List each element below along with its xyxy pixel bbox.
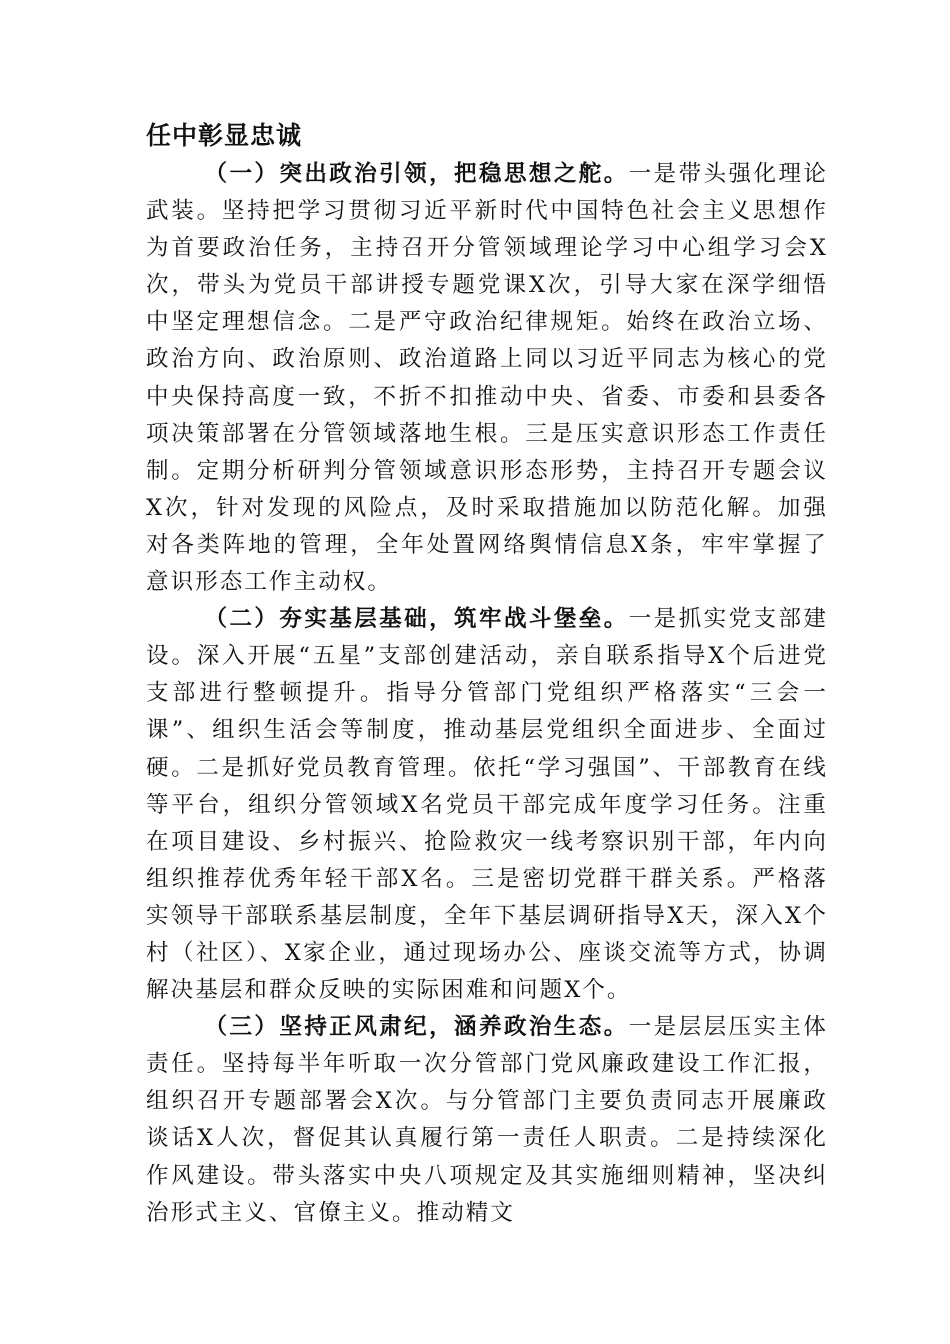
document-body xyxy=(146,116,828,1232)
paragraph-2 xyxy=(146,601,828,1009)
paragraph-1 xyxy=(146,156,828,601)
paragraph-1-lead: （一）突出政治引领，把稳思想之舵。 xyxy=(204,161,629,187)
paragraph-3 xyxy=(146,1009,828,1232)
paragraph-3-body: 一是层层压实主体责任。坚持每半年听取一次分管部门党风廉政建设工作汇报，组织召开专题部署会X次。与分管部门主要负责同志开展廉政谈话X人次，督促其认真履行第一责任人职责。二是持续深化作风建设。带头落实中央八项规定及其实施细则精神，坚决纠治形式主义、官僚主义。推动精文 xyxy=(146,1014,828,1226)
section-heading: 任中彰显忠诚 xyxy=(146,121,303,150)
paragraph-3-lead: （三）坚持正风肃纪，涵养政治生态。 xyxy=(204,1014,629,1041)
paragraph-1-body: 一是带头强化理论武装。坚持把学习贯彻习近平新时代中国特色社会主义思想作为首要政治任务，主持召开分管领域理论学习中心组学习会X次，带头为党员干部讲授专题党课X次，引导大家在深学细悟中坚定理想信念。二是严守政治纪律规矩。始终在政治立场、政治方向、政治原则、政治道路上同以习近平同志为核心的党中央保持高度一致，不折不扣推动中央、省委、市委和县委各项决策部署在分管领域落地生根。三是压实意识形态工作责任制。定期分析研判分管领域意识形态形势，主持召开专题会议X次，针对发现的风险点，及时采取措施加以防范化解。加强对各类阵地的管理，全年处置网络舆情信息X条，牢牢掌握了意识形态工作主动权。 xyxy=(146,161,828,596)
paragraph-2-body: 一是抓实党支部建设。深入开展“五星”支部创建活动，亲自联系指导X个后进党支部进行整顿提升。指导分管部门党组织严格落实“三会一课”、组织生活会等制度，推动基层党组织全面进步、全面过硬。二是抓好党员教育管理。依托“学习强国”、干部教育在线等平台，组织分管领域X名党员干部完成年度学习任务。注重在项目建设、乡村振兴、抢险救灾一线考察识别干部，年内向组织推荐优秀年轻干部X名。三是密切党群干群关系。严格落实领导干部联系基层制度，全年下基层调研指导X天，深入X个村（社区）、X家企业，通过现场办公、座谈交流等方式，协调解决基层和群众反映的实际困难和问题X个。 xyxy=(146,606,828,1004)
paragraph-2-lead: （二）夯实基层基础，筑牢战斗堡垒。 xyxy=(204,606,629,633)
